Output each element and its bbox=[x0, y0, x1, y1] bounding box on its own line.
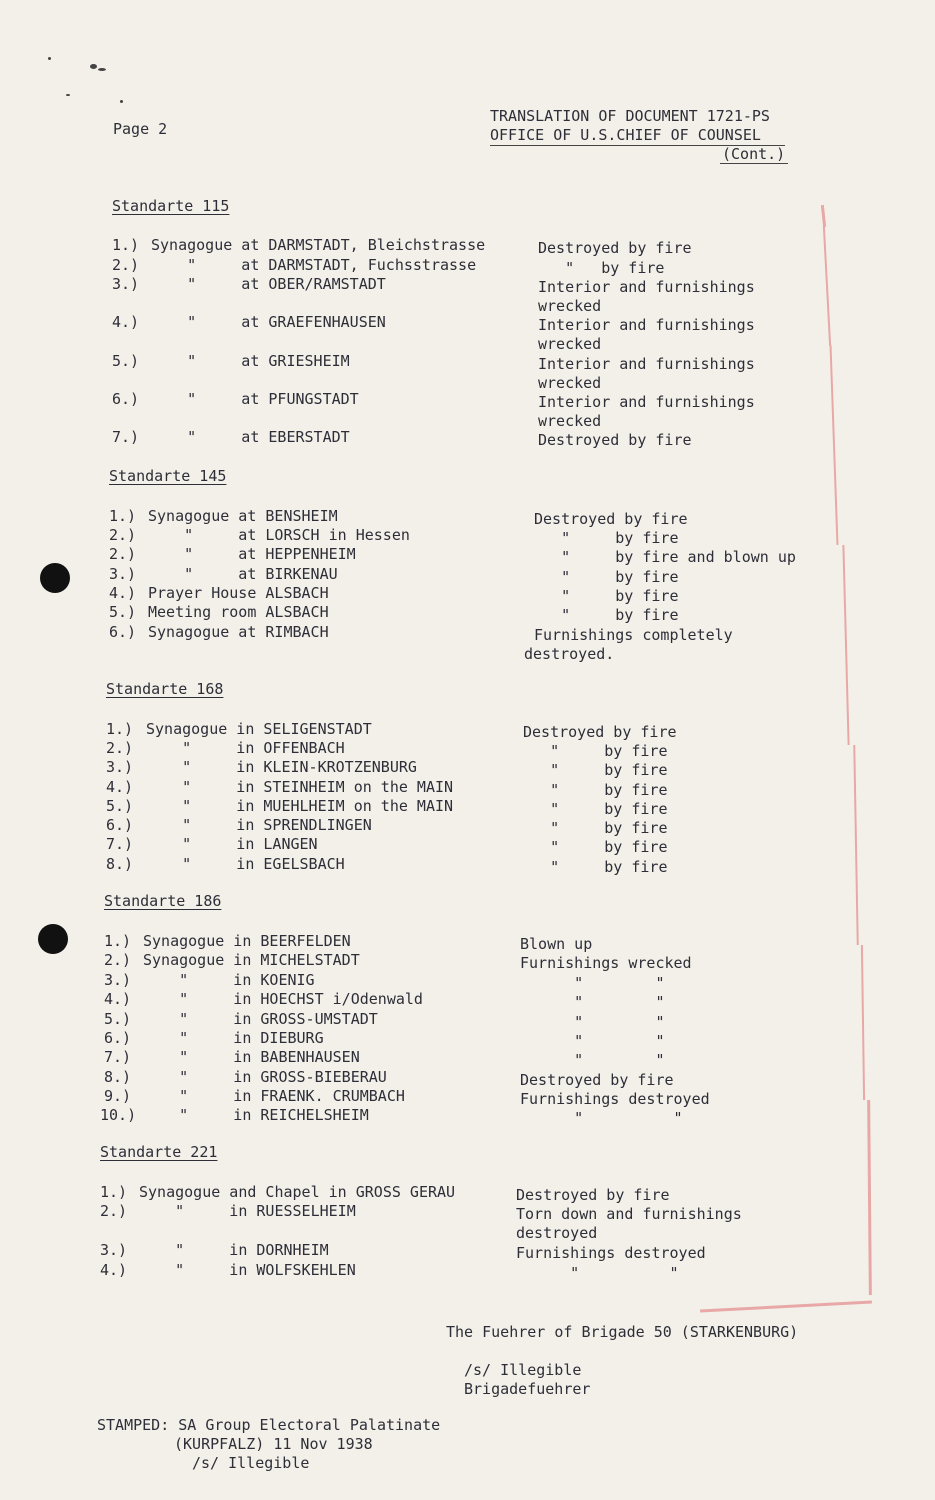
entry-status: " " bbox=[520, 1109, 683, 1127]
entry-status: " " bbox=[520, 1013, 665, 1031]
entry-status: Destroyed by fire bbox=[523, 723, 677, 741]
section-title: Standarte 115 bbox=[112, 197, 230, 215]
entry-status-continued: destroyed bbox=[516, 1224, 598, 1242]
entry-status: Torn down and furnishings bbox=[516, 1205, 742, 1223]
entry-location: Synagogue in BEERFELDEN bbox=[143, 932, 351, 950]
entry-number: 2.) bbox=[109, 545, 137, 563]
entry-number: 8.) bbox=[104, 1068, 132, 1086]
entry-status: " by fire bbox=[534, 529, 679, 547]
entry-location: " in LANGEN bbox=[146, 835, 318, 853]
entry-status: " " bbox=[520, 1032, 665, 1050]
entry-number: 3.) bbox=[106, 758, 134, 776]
entry-status: " by fire bbox=[523, 742, 668, 760]
entry-status: Interior and furnishings bbox=[538, 316, 755, 334]
entry-number: 3.) bbox=[109, 565, 137, 583]
entry-status: " " bbox=[520, 993, 665, 1011]
entry-status: " by fire bbox=[523, 838, 668, 856]
entry-location: " at PFUNGSTADT bbox=[151, 390, 359, 408]
section-title: Standarte 186 bbox=[104, 892, 222, 910]
punch-hole-top bbox=[40, 563, 70, 593]
entry-status-continued: wrecked bbox=[538, 297, 602, 315]
entry-status: " by fire bbox=[534, 606, 679, 624]
speck bbox=[48, 57, 51, 60]
stamp-line-3: /s/ Illegible bbox=[192, 1454, 310, 1472]
entry-number: 2.) bbox=[106, 739, 134, 757]
entry-status: Furnishings completely bbox=[534, 626, 733, 644]
red-margin-line bbox=[842, 545, 849, 745]
entry-status: " by fire bbox=[523, 819, 668, 837]
entry-location: Synagogue in SELIGENSTADT bbox=[146, 720, 372, 738]
entry-status: " " bbox=[516, 1264, 679, 1282]
entry-location: " in DIEBURG bbox=[143, 1029, 324, 1047]
entry-status-continued: destroyed. bbox=[524, 645, 615, 663]
entry-location: " in DORNHEIM bbox=[139, 1241, 329, 1259]
entry-status: Destroyed by fire bbox=[534, 510, 688, 528]
continued-rule bbox=[720, 163, 788, 164]
entry-status: Blown up bbox=[520, 935, 593, 953]
entry-number: 3.) bbox=[100, 1241, 128, 1259]
red-margin-line bbox=[821, 205, 826, 227]
entry-number: 1.) bbox=[112, 236, 140, 254]
entry-number: 1.) bbox=[109, 507, 137, 525]
entry-number: 2.) bbox=[112, 256, 140, 274]
entry-location: " in OFFENBACH bbox=[146, 739, 345, 757]
entry-number: 2.) bbox=[100, 1202, 128, 1220]
entry-status: " by fire bbox=[523, 800, 668, 818]
entry-number: 4.) bbox=[100, 1261, 128, 1279]
entry-location: Synagogue and Chapel in GROSS GERAU bbox=[139, 1183, 456, 1201]
entry-number: 4.) bbox=[112, 313, 140, 331]
entry-number: 8.) bbox=[106, 855, 134, 873]
entry-location: Synagogue at RIMBACH bbox=[148, 623, 329, 641]
entry-location: Prayer House ALSBACH bbox=[148, 584, 329, 602]
speck bbox=[120, 100, 123, 103]
entry-status-continued: wrecked bbox=[538, 335, 602, 353]
entry-location: " in SPRENDLINGEN bbox=[146, 816, 372, 834]
stamp-line-1: STAMPED: SA Group Electoral Palatinate bbox=[97, 1416, 441, 1434]
entry-location: " at LORSCH in Hessen bbox=[148, 526, 410, 544]
entry-location: " in RUESSELHEIM bbox=[139, 1202, 356, 1220]
entry-number: 3.) bbox=[104, 971, 132, 989]
entry-status: " by fire and blown up bbox=[534, 548, 796, 566]
punch-hole-bottom bbox=[38, 924, 68, 954]
entry-status: Destroyed by fire bbox=[538, 239, 692, 257]
entry-location: " in GROSS-BIEBERAU bbox=[143, 1068, 387, 1086]
entry-status: " " bbox=[520, 974, 665, 992]
entry-status-continued: wrecked bbox=[538, 374, 602, 392]
entry-status-continued: wrecked bbox=[538, 412, 602, 430]
entry-status: Destroyed by fire bbox=[520, 1071, 674, 1089]
entry-number: 6.) bbox=[104, 1029, 132, 1047]
section-title: Standarte 221 bbox=[100, 1143, 218, 1161]
entry-number: 5.) bbox=[112, 352, 140, 370]
red-margin-line bbox=[700, 1301, 872, 1313]
section-title: Standarte 145 bbox=[109, 467, 227, 485]
entry-location: " at EBERSTADT bbox=[151, 428, 350, 446]
entry-status: Interior and furnishings bbox=[538, 278, 755, 296]
entry-number: 2.) bbox=[104, 951, 132, 969]
page-number: Page 2 bbox=[113, 120, 168, 138]
entry-location: " at GRIESHEIM bbox=[151, 352, 350, 370]
entry-number: 5.) bbox=[106, 797, 134, 815]
entry-number: 9.) bbox=[104, 1087, 132, 1105]
entry-status: " by fire bbox=[534, 568, 679, 586]
entry-location: " in KOENIG bbox=[143, 971, 315, 989]
section-title: Standarte 168 bbox=[106, 680, 224, 698]
entry-number: 2.) bbox=[109, 526, 137, 544]
entry-number: 7.) bbox=[106, 835, 134, 853]
red-margin-line bbox=[861, 945, 865, 1100]
signature-title: The Fuehrer of Brigade 50 (STARKENBURG) bbox=[446, 1323, 799, 1341]
entry-status: " by fire bbox=[523, 781, 668, 799]
red-margin-line bbox=[867, 1100, 872, 1295]
entry-location: " at DARMSTADT, Fuchsstrasse bbox=[151, 256, 477, 274]
entry-location: " in GROSS-UMSTADT bbox=[143, 1010, 378, 1028]
entry-location: " at BIRKENAU bbox=[148, 565, 338, 583]
entry-number: 4.) bbox=[106, 778, 134, 796]
entry-location: " in HOECHST i/Odenwald bbox=[143, 990, 423, 1008]
continued-label: (Cont.) bbox=[722, 145, 786, 163]
entry-location: " in BABENHAUSEN bbox=[143, 1048, 360, 1066]
entry-location: " in STEINHEIM on the MAIN bbox=[146, 778, 454, 796]
entry-status: " " bbox=[520, 1051, 665, 1069]
entry-location: " at HEPPENHEIM bbox=[148, 545, 356, 563]
entry-location: " at GRAEFENHAUSEN bbox=[151, 313, 386, 331]
entry-status: " by fire bbox=[523, 858, 668, 876]
entry-status: " by fire bbox=[538, 259, 665, 277]
entry-location: " in KLEIN-KROTZENBURG bbox=[146, 758, 417, 776]
entry-status: " by fire bbox=[534, 587, 679, 605]
entry-number: 1.) bbox=[106, 720, 134, 738]
signature-line: /s/ Illegible bbox=[464, 1361, 582, 1379]
entry-location: " in REICHELSHEIM bbox=[143, 1106, 369, 1124]
entry-status: Destroyed by fire bbox=[538, 431, 692, 449]
entry-number: 4.) bbox=[104, 990, 132, 1008]
entry-number: 4.) bbox=[109, 584, 137, 602]
red-margin-line bbox=[853, 745, 858, 945]
entry-status: Destroyed by fire bbox=[516, 1186, 670, 1204]
entry-location: Synagogue at DARMSTADT, Bleichstrasse bbox=[151, 236, 486, 254]
entry-location: " in WOLFSKEHLEN bbox=[139, 1261, 356, 1279]
entry-status: Interior and furnishings bbox=[538, 355, 755, 373]
entry-number: 6.) bbox=[112, 390, 140, 408]
office-title: OFFICE OF U.S.CHIEF OF COUNSEL bbox=[490, 126, 761, 144]
document-title: TRANSLATION OF DOCUMENT 1721-PS bbox=[490, 107, 770, 125]
entry-number: 3.) bbox=[112, 275, 140, 293]
entry-number: 5.) bbox=[104, 1010, 132, 1028]
speck bbox=[66, 94, 70, 96]
signature-rank: Brigadefuehrer bbox=[464, 1380, 591, 1398]
speck bbox=[90, 64, 97, 69]
entry-status: Furnishings destroyed bbox=[516, 1244, 706, 1262]
entry-number: 1.) bbox=[100, 1183, 128, 1201]
entry-status: Furnishings wrecked bbox=[520, 954, 692, 972]
entry-number: 7.) bbox=[112, 428, 140, 446]
entry-number: 6.) bbox=[109, 623, 137, 641]
red-margin-line bbox=[830, 345, 839, 545]
stamp-line-2: (KURPFALZ) 11 Nov 1938 bbox=[174, 1435, 373, 1453]
entry-status: " by fire bbox=[523, 761, 668, 779]
entry-status: Furnishings destroyed bbox=[520, 1090, 710, 1108]
entry-location: Synagogue in MICHELSTADT bbox=[143, 951, 360, 969]
speck bbox=[98, 68, 106, 71]
entry-location: " in MUEHLHEIM on the MAIN bbox=[146, 797, 454, 815]
entry-location: " in EGELSBACH bbox=[146, 855, 345, 873]
entry-number: 5.) bbox=[109, 603, 137, 621]
entry-number: 1.) bbox=[104, 932, 132, 950]
entry-location: Meeting room ALSBACH bbox=[148, 603, 329, 621]
red-margin-line bbox=[823, 226, 831, 346]
entry-location: " at OBER/RAMSTADT bbox=[151, 275, 386, 293]
entry-location: Synagogue at BENSHEIM bbox=[148, 507, 338, 525]
entry-number: 6.) bbox=[106, 816, 134, 834]
entry-status: Interior and furnishings bbox=[538, 393, 755, 411]
entry-number: 7.) bbox=[104, 1048, 132, 1066]
entry-location: " in FRAENK. CRUMBACH bbox=[143, 1087, 405, 1105]
entry-number: 10.) bbox=[100, 1106, 137, 1124]
